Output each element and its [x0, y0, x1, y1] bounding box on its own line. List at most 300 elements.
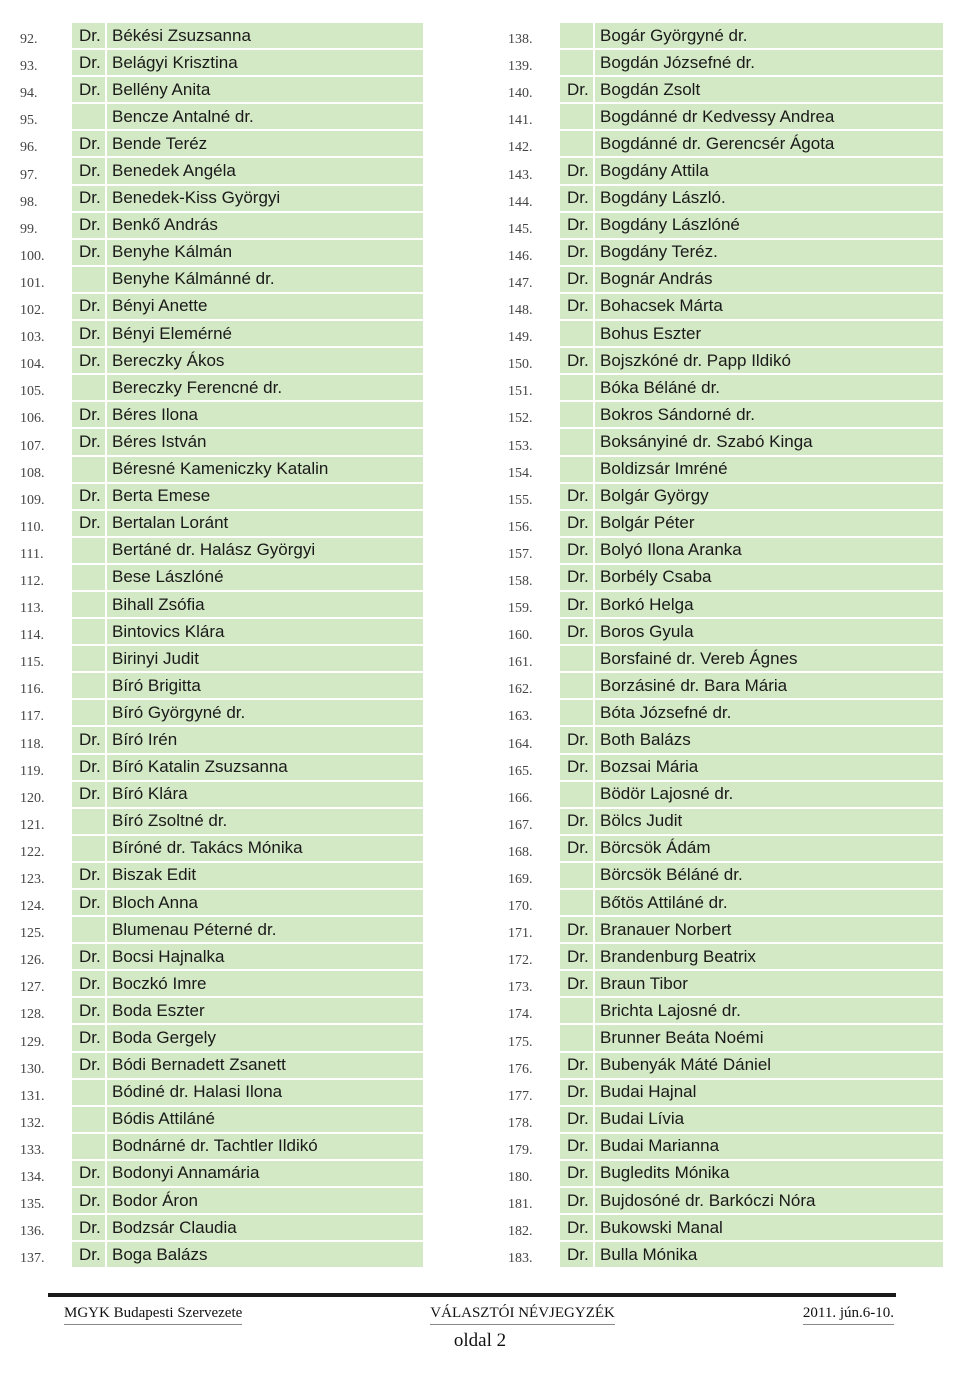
title-cell: Dr.: [72, 1161, 107, 1188]
title-cell: [560, 782, 595, 809]
row-number: 168.: [508, 844, 533, 860]
row-number: 114.: [20, 628, 44, 644]
row-number: 162.: [508, 682, 533, 698]
title-cell: Dr.: [560, 971, 595, 998]
voter-row: [20, 348, 425, 375]
voter-row: [20, 619, 425, 646]
row-number: 179.: [508, 1142, 533, 1158]
voter-row: [20, 402, 425, 429]
row-number: 122.: [20, 844, 45, 860]
title-cell: Dr.: [72, 131, 107, 158]
row-number: 103.: [20, 330, 45, 346]
row-number: 98.: [20, 194, 38, 210]
row-number: 134.: [20, 1170, 45, 1186]
title-cell: Dr.: [560, 619, 595, 646]
title-cell: Dr.: [72, 484, 107, 511]
voter-row: [20, 592, 425, 619]
voter-row: [20, 131, 425, 158]
name-cell: Bertalan Loránt: [107, 511, 425, 538]
voter-row: [508, 131, 945, 158]
row-number: 125.: [20, 926, 45, 942]
name-cell: Bubenyák Máté Dániel: [595, 1053, 945, 1080]
row-number: 97.: [20, 167, 38, 183]
name-cell: Béres Ilona: [107, 402, 425, 429]
name-cell: Benyhe Kálmán: [107, 240, 425, 267]
voter-row: [20, 1215, 425, 1242]
row-number: 126.: [20, 953, 45, 969]
page-number: oldal 2: [453, 1330, 507, 1351]
voter-row: [508, 538, 945, 565]
title-cell: Dr.: [560, 267, 595, 294]
voter-list-right-column: [508, 23, 945, 1269]
name-cell: Bereczky Ákos: [107, 348, 425, 375]
title-cell: [72, 375, 107, 402]
voter-row: [20, 809, 425, 836]
title-cell: [72, 538, 107, 565]
voter-row: [508, 1107, 945, 1134]
title-cell: [72, 457, 107, 484]
name-cell: Bóta Józsefné dr.: [595, 700, 945, 727]
name-cell: Biszak Edit: [107, 863, 425, 890]
voter-row: [508, 457, 945, 484]
name-cell: Bocsi Hajnalka: [107, 944, 425, 971]
row-number: 153.: [508, 438, 533, 454]
row-number: 102.: [20, 303, 45, 319]
title-cell: [560, 402, 595, 429]
title-cell: Dr.: [560, 1242, 595, 1269]
title-cell: Dr.: [72, 1215, 107, 1242]
voter-row: [508, 104, 945, 131]
title-cell: Dr.: [560, 592, 595, 619]
row-number: 93.: [20, 59, 38, 75]
title-cell: Dr.: [560, 240, 595, 267]
title-cell: [72, 619, 107, 646]
voter-row: [508, 484, 945, 511]
voter-row: [508, 294, 945, 321]
name-cell: Borbély Csaba: [595, 565, 945, 592]
row-number: 174.: [508, 1007, 533, 1023]
name-cell: Bodnárné dr. Tachtler Ildikó: [107, 1134, 425, 1161]
name-cell: Berta Emese: [107, 484, 425, 511]
name-cell: Bojszkóné dr. Papp Ildikó: [595, 348, 945, 375]
title-cell: [560, 23, 595, 50]
title-cell: Dr.: [560, 511, 595, 538]
row-number: 116.: [20, 682, 44, 698]
name-cell: Boda Gergely: [107, 1025, 425, 1052]
title-cell: Dr.: [72, 50, 107, 77]
row-number: 141.: [508, 113, 533, 129]
title-cell: Dr.: [560, 158, 595, 185]
name-cell: Bíró Brigitta: [107, 673, 425, 700]
name-cell: Birinyi Judit: [107, 646, 425, 673]
title-cell: [560, 321, 595, 348]
title-cell: Dr.: [72, 402, 107, 429]
row-number: 176.: [508, 1061, 533, 1077]
name-cell: Bódis Attiláné: [107, 1107, 425, 1134]
voter-row: [20, 267, 425, 294]
voter-row: [20, 890, 425, 917]
row-number: 96.: [20, 140, 38, 156]
title-cell: [560, 700, 595, 727]
row-number: 183.: [508, 1251, 533, 1267]
name-cell: Boksányiné dr. Szabó Kinga: [595, 429, 945, 456]
name-cell: Belágyi Krisztina: [107, 50, 425, 77]
title-cell: Dr.: [72, 511, 107, 538]
row-number: 167.: [508, 817, 533, 833]
footer: [64, 1305, 894, 1325]
title-cell: [560, 863, 595, 890]
title-cell: Dr.: [72, 348, 107, 375]
row-number: 111.: [20, 546, 44, 562]
row-number: 148.: [508, 303, 533, 319]
row-number: 120.: [20, 790, 45, 806]
title-cell: [560, 429, 595, 456]
name-cell: Bóka Béláné dr.: [595, 375, 945, 402]
name-cell: Benyhe Kálmánné dr.: [107, 267, 425, 294]
voter-row: [508, 646, 945, 673]
title-cell: [72, 565, 107, 592]
row-number: 161.: [508, 655, 533, 671]
name-cell: Bolgár György: [595, 484, 945, 511]
name-cell: Budai Marianna: [595, 1134, 945, 1161]
row-number: 104.: [20, 357, 45, 373]
row-number: 113.: [20, 601, 44, 617]
voter-row: [20, 186, 425, 213]
row-number: 130.: [20, 1061, 45, 1077]
name-cell: Bencze Antalné dr.: [107, 104, 425, 131]
name-cell: Budai Lívia: [595, 1107, 945, 1134]
name-cell: Börcsök Béláné dr.: [595, 863, 945, 890]
row-number: 138.: [508, 32, 533, 48]
voter-row: [508, 673, 945, 700]
voter-row: [20, 511, 425, 538]
voter-row: [508, 619, 945, 646]
row-number: 159.: [508, 601, 533, 617]
voter-row: [508, 240, 945, 267]
row-number: 142.: [508, 140, 533, 156]
name-cell: Bodzsár Claudia: [107, 1215, 425, 1242]
title-cell: [72, 104, 107, 131]
voter-row: [508, 1161, 945, 1188]
row-number: 182.: [508, 1224, 533, 1240]
row-number: 135.: [20, 1197, 45, 1213]
name-cell: Bödör Lajosné dr.: [595, 782, 945, 809]
row-number: 149.: [508, 330, 533, 346]
row-number: 171.: [508, 926, 533, 942]
voter-row: [508, 1215, 945, 1242]
name-cell: Bölcs Judit: [595, 809, 945, 836]
title-cell: [72, 1134, 107, 1161]
voter-row: [508, 782, 945, 809]
voter-row: [20, 1080, 425, 1107]
voter-row: [508, 592, 945, 619]
voter-row: [20, 944, 425, 971]
name-cell: Borsfainé dr. Vereb Ágnes: [595, 646, 945, 673]
voter-row: [508, 77, 945, 104]
title-cell: [72, 809, 107, 836]
title-cell: [560, 131, 595, 158]
row-number: 112.: [20, 573, 44, 589]
voter-row: [508, 890, 945, 917]
row-number: 165.: [508, 763, 533, 779]
name-cell: Bereczky Ferencné dr.: [107, 375, 425, 402]
voter-row: [508, 863, 945, 890]
title-cell: Dr.: [560, 484, 595, 511]
row-number: 118.: [20, 736, 44, 752]
voter-row: [20, 375, 425, 402]
voter-row: [508, 755, 945, 782]
title-cell: Dr.: [560, 809, 595, 836]
voter-row: [20, 321, 425, 348]
title-cell: [72, 646, 107, 673]
voter-row: [20, 863, 425, 890]
name-cell: Brandenburg Beatrix: [595, 944, 945, 971]
voter-row: [508, 836, 945, 863]
voter-row: [20, 240, 425, 267]
title-cell: Dr.: [560, 1215, 595, 1242]
voter-row: [508, 1053, 945, 1080]
title-cell: [560, 50, 595, 77]
name-cell: Bogdány Lászlóné: [595, 213, 945, 240]
name-cell: Bihall Zsófia: [107, 592, 425, 619]
row-number: 157.: [508, 546, 533, 562]
title-cell: Dr.: [560, 727, 595, 754]
voter-row: [508, 1080, 945, 1107]
name-cell: Bolgár Péter: [595, 511, 945, 538]
voter-row: [508, 1134, 945, 1161]
name-cell: Bogdánné dr Kedvessy Andrea: [595, 104, 945, 131]
name-cell: Bogdánné dr. Gerencsér Ágota: [595, 131, 945, 158]
title-cell: Dr.: [560, 944, 595, 971]
name-cell: Bíró Zsoltné dr.: [107, 809, 425, 836]
name-cell: Benedek Angéla: [107, 158, 425, 185]
row-number: 105.: [20, 384, 45, 400]
row-number: 99.: [20, 221, 38, 237]
name-cell: Bognár András: [595, 267, 945, 294]
row-number: 154.: [508, 465, 533, 481]
voter-row: [508, 321, 945, 348]
title-cell: Dr.: [72, 213, 107, 240]
name-cell: Bíró Irén: [107, 727, 425, 754]
title-cell: Dr.: [72, 1188, 107, 1215]
name-cell: Bódi Bernadett Zsanett: [107, 1053, 425, 1080]
title-cell: [560, 1025, 595, 1052]
title-cell: [560, 646, 595, 673]
name-cell: Blumenau Péterné dr.: [107, 917, 425, 944]
row-number: 170.: [508, 899, 533, 915]
title-cell: Dr.: [560, 1053, 595, 1080]
voter-row: [20, 213, 425, 240]
title-cell: [560, 673, 595, 700]
voter-row: [20, 1025, 425, 1052]
voter-row: [20, 158, 425, 185]
voter-row: [20, 836, 425, 863]
title-cell: Dr.: [72, 321, 107, 348]
footer-divider: [48, 1293, 896, 1297]
name-cell: Bese Lászlóné: [107, 565, 425, 592]
title-cell: Dr.: [560, 1134, 595, 1161]
voter-row: [508, 700, 945, 727]
title-cell: Dr.: [72, 429, 107, 456]
row-number: 166.: [508, 790, 533, 806]
voter-row: [20, 971, 425, 998]
voter-row: [508, 917, 945, 944]
row-number: 127.: [20, 980, 45, 996]
title-cell: Dr.: [72, 782, 107, 809]
name-cell: Bényi Elemérné: [107, 321, 425, 348]
row-number: 160.: [508, 628, 533, 644]
row-number: 143.: [508, 167, 533, 183]
name-cell: Bellény Anita: [107, 77, 425, 104]
name-cell: Bogdány László.: [595, 186, 945, 213]
row-number: 107.: [20, 438, 45, 454]
voter-row: [20, 646, 425, 673]
row-number: 128.: [20, 1007, 45, 1023]
row-number: 119.: [20, 763, 44, 779]
title-cell: Dr.: [72, 755, 107, 782]
row-number: 92.: [20, 32, 38, 48]
row-number: 117.: [20, 709, 44, 725]
row-number: 124.: [20, 899, 45, 915]
title-cell: Dr.: [72, 158, 107, 185]
row-number: 146.: [508, 248, 533, 264]
title-cell: Dr.: [72, 944, 107, 971]
voter-row: [20, 294, 425, 321]
title-cell: Dr.: [560, 1188, 595, 1215]
title-cell: [560, 457, 595, 484]
title-cell: Dr.: [72, 240, 107, 267]
title-cell: Dr.: [72, 186, 107, 213]
title-cell: Dr.: [72, 294, 107, 321]
title-cell: [560, 104, 595, 131]
title-cell: Dr.: [560, 294, 595, 321]
name-cell: Béresné Kameniczky Katalin: [107, 457, 425, 484]
title-cell: Dr.: [72, 1025, 107, 1052]
name-cell: Both Balázs: [595, 727, 945, 754]
title-cell: Dr.: [560, 1161, 595, 1188]
name-cell: Braun Tibor: [595, 971, 945, 998]
name-cell: Brichta Lajosné dr.: [595, 998, 945, 1025]
voter-row: [508, 23, 945, 50]
name-cell: Bódiné dr. Halasi Ilona: [107, 1080, 425, 1107]
row-number: 147.: [508, 275, 533, 291]
voter-row: [508, 1188, 945, 1215]
voter-row: [508, 50, 945, 77]
voter-row: [20, 782, 425, 809]
voter-row: [508, 402, 945, 429]
name-cell: Bukowski Manal: [595, 1215, 945, 1242]
voter-row: [20, 1161, 425, 1188]
voter-row: [20, 565, 425, 592]
name-cell: Benkő András: [107, 213, 425, 240]
title-cell: Dr.: [560, 1107, 595, 1134]
voter-row: [508, 348, 945, 375]
name-cell: Bozsai Mária: [595, 755, 945, 782]
title-cell: [72, 836, 107, 863]
voter-row: [20, 538, 425, 565]
voter-row: [508, 809, 945, 836]
row-number: 177.: [508, 1088, 533, 1104]
voter-row: [20, 1107, 425, 1134]
row-number: 110.: [20, 519, 44, 535]
voter-row: [20, 104, 425, 131]
row-number: 108.: [20, 465, 45, 481]
name-cell: Boros Gyula: [595, 619, 945, 646]
name-cell: Bíró Klára: [107, 782, 425, 809]
voter-row: [508, 565, 945, 592]
voter-row: [20, 1134, 425, 1161]
title-cell: [72, 917, 107, 944]
title-cell: [560, 998, 595, 1025]
voter-row: [508, 213, 945, 240]
name-cell: Bokros Sándorné dr.: [595, 402, 945, 429]
name-cell: Bíró Katalin Zsuzsanna: [107, 755, 425, 782]
name-cell: Bolyó Ilona Aranka: [595, 538, 945, 565]
name-cell: Borzásiné dr. Bara Mária: [595, 673, 945, 700]
row-number: 164.: [508, 736, 533, 752]
name-cell: Béres István: [107, 429, 425, 456]
name-cell: Bíró Györgyné dr.: [107, 700, 425, 727]
title-cell: Dr.: [560, 186, 595, 213]
name-cell: Bogár Györgyné dr.: [595, 23, 945, 50]
voter-row: [20, 23, 425, 50]
row-number: 129.: [20, 1034, 45, 1050]
name-cell: Bulla Mónika: [595, 1242, 945, 1269]
title-cell: Dr.: [560, 538, 595, 565]
voter-row: [508, 1025, 945, 1052]
name-cell: Boczkó Imre: [107, 971, 425, 998]
row-number: 106.: [20, 411, 45, 427]
voter-row: [20, 484, 425, 511]
title-cell: Dr.: [560, 213, 595, 240]
name-cell: Boldizsár Imréné: [595, 457, 945, 484]
voter-row: [508, 186, 945, 213]
row-number: 101.: [20, 275, 45, 291]
row-number: 181.: [508, 1197, 533, 1213]
row-number: 123.: [20, 872, 45, 887]
row-number: 169.: [508, 872, 533, 887]
row-number: 178.: [508, 1115, 533, 1131]
row-number: 136.: [20, 1224, 45, 1240]
title-cell: Dr.: [560, 755, 595, 782]
row-number: 155.: [508, 492, 533, 508]
title-cell: Dr.: [560, 77, 595, 104]
voter-row: [20, 673, 425, 700]
name-cell: Bényi Anette: [107, 294, 425, 321]
name-cell: Bohacsek Márta: [595, 294, 945, 321]
title-cell: Dr.: [72, 890, 107, 917]
title-cell: Dr.: [72, 727, 107, 754]
name-cell: Bőtös Attiláné dr.: [595, 890, 945, 917]
name-cell: Bloch Anna: [107, 890, 425, 917]
title-cell: [72, 1080, 107, 1107]
footer-date: 2011. jún.6-10.: [803, 1305, 894, 1325]
row-number: 94.: [20, 86, 38, 102]
voter-row: [20, 1188, 425, 1215]
voter-row: [508, 267, 945, 294]
name-cell: Börcsök Ádám: [595, 836, 945, 863]
row-number: 173.: [508, 980, 533, 996]
voter-row: [508, 429, 945, 456]
footer-organization: MGYK Budapesti Szervezete: [64, 1305, 242, 1325]
title-cell: [72, 673, 107, 700]
voter-row: [20, 429, 425, 456]
name-cell: Boga Balázs: [107, 1242, 425, 1269]
voter-row: [508, 1242, 945, 1269]
name-cell: Bujdosóné dr. Barkóczi Nóra: [595, 1188, 945, 1215]
title-cell: [72, 700, 107, 727]
title-cell: [72, 1107, 107, 1134]
